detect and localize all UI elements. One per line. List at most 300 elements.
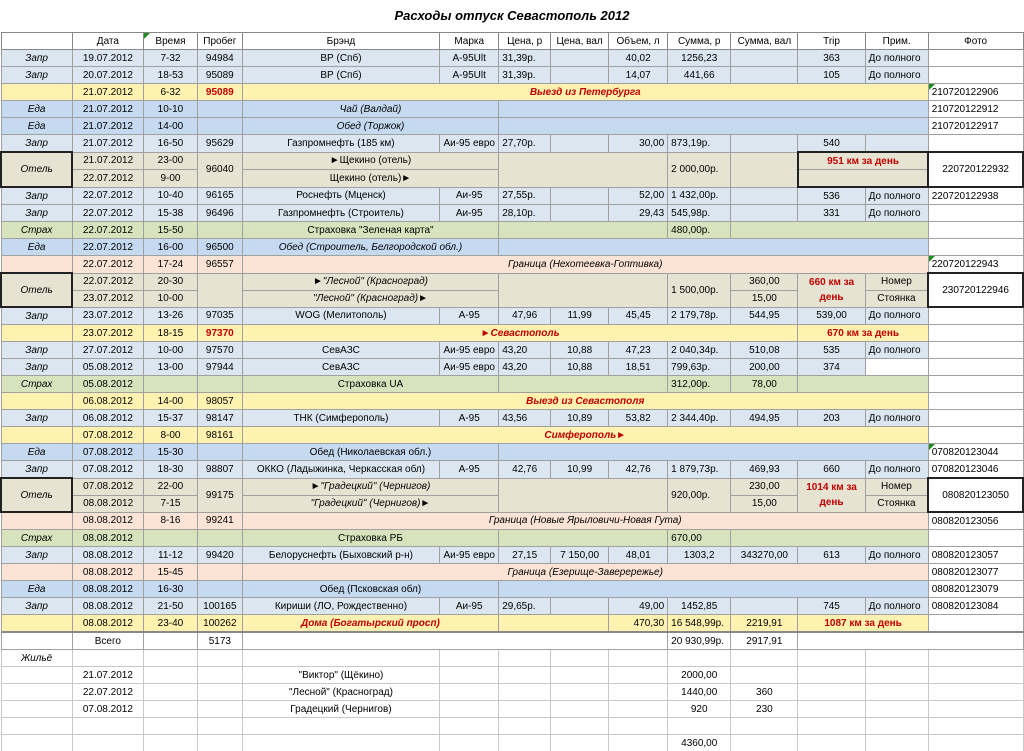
cell-volume[interactable]: 30,00 xyxy=(609,135,668,153)
cell-date[interactable]: 21.07.2012 xyxy=(72,152,143,170)
cell-date[interactable]: 08.08.2012 xyxy=(72,564,143,581)
cell-empty[interactable] xyxy=(731,222,928,239)
cell-time[interactable]: 18-53 xyxy=(144,67,198,84)
cell-cat[interactable] xyxy=(1,393,72,410)
cell-empty[interactable] xyxy=(499,222,668,239)
cell-cat[interactable]: Еда xyxy=(1,239,72,256)
cell-sum-val[interactable]: 544,95 xyxy=(731,307,798,325)
cell-empty[interactable] xyxy=(798,376,928,393)
cell-price[interactable]: 43,56 xyxy=(499,410,551,427)
cell-photo[interactable]: 080820123077 xyxy=(928,564,1023,581)
cell-odo[interactable]: 98147 xyxy=(197,410,242,427)
cell-time[interactable]: 7-15 xyxy=(144,495,198,512)
cell-empty[interactable] xyxy=(499,444,929,461)
cell-date[interactable]: 22.07.2012 xyxy=(72,187,143,205)
cell-cat[interactable]: Запр xyxy=(1,205,72,222)
cell-odo[interactable]: 97370 xyxy=(197,325,242,342)
cell-time[interactable]: 17-24 xyxy=(144,256,198,274)
cell-note[interactable]: До полного xyxy=(865,205,928,222)
cell-odo[interactable] xyxy=(197,273,242,307)
header-trip[interactable]: Trip xyxy=(798,33,865,50)
cell-sum-val[interactable] xyxy=(731,205,798,222)
cell-date[interactable]: 23.07.2012 xyxy=(72,325,143,342)
cell-sum-val[interactable]: 200,00 xyxy=(731,359,798,376)
cell-cat[interactable]: Отель xyxy=(1,273,72,307)
cell-date[interactable]: 22.07.2012 xyxy=(72,170,143,188)
cell-volume[interactable]: 18,51 xyxy=(609,359,668,376)
cell-price-val[interactable] xyxy=(551,67,609,84)
cell-empty[interactable] xyxy=(499,530,668,547)
event-label[interactable]: Симферополь► xyxy=(242,427,928,444)
cell-sum-val[interactable]: 343270,00 xyxy=(731,547,798,564)
day-distance[interactable]: 670 км за день xyxy=(798,325,928,342)
cell-empty[interactable] xyxy=(798,170,928,188)
cell-odo[interactable]: 96165 xyxy=(197,187,242,205)
cell-time[interactable] xyxy=(144,376,198,393)
cell-sum[interactable]: 2 179,78р. xyxy=(668,307,731,325)
cell-sum[interactable]: 545,98р. xyxy=(668,205,731,222)
cell-fuel[interactable]: Аи-95 евро xyxy=(440,547,499,564)
cell-odo[interactable]: 96557 xyxy=(197,256,242,274)
cell-date[interactable]: 06.08.2012 xyxy=(72,410,143,427)
cell-photo[interactable] xyxy=(928,325,1023,342)
cell-note[interactable]: До полного xyxy=(865,547,928,564)
cell-trip[interactable]: 540 xyxy=(798,135,865,153)
cell-cat[interactable]: Запр xyxy=(1,50,72,67)
cell-date[interactable]: 20.07.2012 xyxy=(72,67,143,84)
event-label[interactable]: Дома (Богатырский просп) xyxy=(242,615,499,633)
cell-sum-val[interactable]: 469,93 xyxy=(731,461,798,479)
cell-odo[interactable]: 97035 xyxy=(197,307,242,325)
cell-price-val[interactable] xyxy=(551,135,609,153)
cell-photo[interactable] xyxy=(928,342,1023,359)
cell-note[interactable]: Номер xyxy=(865,478,928,495)
event-label[interactable]: ►Севастополь xyxy=(242,325,798,342)
cell-volume[interactable]: 14,07 xyxy=(609,67,668,84)
cell-sum-val[interactable] xyxy=(731,50,798,67)
cell-cat[interactable]: Еда xyxy=(1,581,72,598)
cell-price-val[interactable] xyxy=(551,50,609,67)
cell-odo[interactable] xyxy=(197,564,242,581)
cell-photo[interactable] xyxy=(928,205,1023,222)
cell-price-val[interactable] xyxy=(551,205,609,222)
event-label[interactable]: Обед (Псковская обл) xyxy=(242,581,499,598)
cell-brand[interactable]: Роснефть (Мценск) xyxy=(242,187,439,205)
cell-empty[interactable] xyxy=(242,632,667,650)
cell-time[interactable]: 16-30 xyxy=(144,581,198,598)
cell-note[interactable]: До полного xyxy=(865,342,928,359)
cell-volume[interactable]: 49,00 xyxy=(609,598,668,615)
header-volume[interactable]: Объем, л xyxy=(609,33,668,50)
cell-brand[interactable]: Страховка UA xyxy=(242,376,499,393)
cell-sum[interactable]: 873,19р. xyxy=(668,135,731,153)
event-label[interactable]: Выезд из Петербурга xyxy=(242,84,928,101)
housing-sum-val[interactable] xyxy=(731,667,798,684)
cell-photo[interactable]: 080820123079 xyxy=(928,581,1023,598)
cell-time[interactable] xyxy=(144,530,198,547)
cell-cat[interactable]: Запр xyxy=(1,598,72,615)
event-label[interactable]: Граница (Нехотеевка-Гоптивка) xyxy=(242,256,928,274)
cell-cat[interactable] xyxy=(1,84,72,101)
cell-sum[interactable]: 2 040,34р. xyxy=(668,342,731,359)
cell-photo[interactable] xyxy=(928,615,1023,633)
cell-price-val[interactable]: 10,89 xyxy=(551,410,609,427)
cell-note[interactable]: Стоянка xyxy=(865,495,928,512)
housing-name[interactable]: "Лесной" (Красноград) xyxy=(242,684,439,701)
cell-photo[interactable]: 220720122938 xyxy=(928,187,1023,205)
cell-volume[interactable]: 42,76 xyxy=(609,461,668,479)
cell-fuel[interactable]: Аи-95 евро xyxy=(440,135,499,153)
cell-photo[interactable]: 220720122943 xyxy=(928,256,1023,274)
housing-sum[interactable]: 1440,00 xyxy=(668,684,731,701)
day-distance[interactable]: 951 км за день xyxy=(798,152,928,170)
cell-photo[interactable] xyxy=(928,393,1023,410)
cell-odo[interactable]: 95089 xyxy=(197,67,242,84)
cell-odo[interactable] xyxy=(197,444,242,461)
cell-cat[interactable]: Еда xyxy=(1,118,72,135)
header-sum-val[interactable]: Сумма, вал xyxy=(731,33,798,50)
cell-fuel[interactable]: А-95 xyxy=(440,461,499,479)
event-label[interactable]: Граница (Новые Ярыловичи-Новая Гута) xyxy=(242,512,928,530)
cell-odo[interactable]: 98161 xyxy=(197,427,242,444)
cell-empty[interactable] xyxy=(144,632,198,650)
cell-date[interactable]: 22.07.2012 xyxy=(72,256,143,274)
cell-date[interactable]: 07.08.2012 xyxy=(72,444,143,461)
cell-date[interactable]: 19.07.2012 xyxy=(72,50,143,67)
header-time[interactable]: Время xyxy=(144,33,198,50)
cell-time[interactable]: 16-00 xyxy=(144,239,198,256)
cell-price[interactable]: 42,76 xyxy=(499,461,551,479)
header-date[interactable]: Дата xyxy=(72,33,143,50)
cell-trip[interactable]: 331 xyxy=(798,205,865,222)
cell-brand[interactable]: Кириши (ЛО, Рождественно) xyxy=(242,598,439,615)
cell-sum-val[interactable] xyxy=(731,152,798,187)
cell-sum-val[interactable] xyxy=(731,135,798,153)
header-cat[interactable] xyxy=(1,33,72,50)
cell-empty[interactable] xyxy=(499,376,668,393)
cell-empty[interactable] xyxy=(798,632,1023,650)
cell-price-val[interactable] xyxy=(551,187,609,205)
cell-date[interactable]: 21.07.2012 xyxy=(72,84,143,101)
cell-time[interactable]: 15-37 xyxy=(144,410,198,427)
housing-sum[interactable]: 920 xyxy=(668,701,731,718)
cell-date[interactable]: 08.08.2012 xyxy=(72,615,143,633)
header-price-val[interactable]: Цена, вал xyxy=(551,33,609,50)
header-note[interactable]: Прим. xyxy=(865,33,928,50)
housing-date[interactable]: 21.07.2012 xyxy=(72,667,143,684)
event-label[interactable]: Обед (Николаевская обл.) xyxy=(242,444,499,461)
cell-time[interactable]: 11-12 xyxy=(144,547,198,564)
cell-time[interactable]: 15-30 xyxy=(144,444,198,461)
cell-sum[interactable]: 480,00р. xyxy=(668,222,731,239)
cell-photo[interactable]: 210720122912 xyxy=(928,101,1023,118)
cell-note[interactable] xyxy=(865,135,928,153)
total-label[interactable]: Всего xyxy=(72,632,143,650)
cell-photo[interactable] xyxy=(928,50,1023,67)
housing-date[interactable]: 22.07.2012 xyxy=(72,684,143,701)
cell-trip[interactable]: 374 xyxy=(798,359,865,376)
cell-photo[interactable] xyxy=(928,427,1023,444)
cell-cat[interactable]: Запр xyxy=(1,67,72,84)
cell-sum-val[interactable]: 360,00 xyxy=(731,273,798,290)
housing-sum-val[interactable]: 360 xyxy=(731,684,798,701)
cell-empty[interactable] xyxy=(499,615,609,633)
cell-brand[interactable]: ВР (Спб) xyxy=(242,67,439,84)
cell-time[interactable]: 22-00 xyxy=(144,478,198,495)
cell-fuel[interactable]: А-95 xyxy=(440,410,499,427)
cell-volume[interactable]: 40,02 xyxy=(609,50,668,67)
cell-photo[interactable] xyxy=(928,239,1023,256)
cell-date[interactable]: 23.07.2012 xyxy=(72,307,143,325)
housing-total[interactable]: 4360,00 xyxy=(668,735,731,751)
cell-brand[interactable]: Газпромнефть (Строитель) xyxy=(242,205,439,222)
cell-time[interactable]: 10-00 xyxy=(144,290,198,307)
cell-empty[interactable] xyxy=(499,478,668,512)
cell-time[interactable]: 8-00 xyxy=(144,427,198,444)
cell-date[interactable]: 22.07.2012 xyxy=(72,205,143,222)
event-label[interactable]: Чай (Валдай) xyxy=(242,101,499,118)
cell-odo[interactable] xyxy=(197,581,242,598)
cell-photo[interactable] xyxy=(928,376,1023,393)
housing-sum[interactable]: 2000,00 xyxy=(668,667,731,684)
cell-volume[interactable]: 53,82 xyxy=(609,410,668,427)
cell-empty[interactable] xyxy=(1,632,72,650)
cell-fuel[interactable]: Аи-95 xyxy=(440,598,499,615)
day-distance[interactable]: 660 км за день xyxy=(798,273,865,307)
cell-date[interactable]: 06.08.2012 xyxy=(72,393,143,410)
cell-time[interactable]: 18-15 xyxy=(144,325,198,342)
cell-fuel[interactable]: А-95Ult xyxy=(440,50,499,67)
cell-sum[interactable]: 16 548,99р. xyxy=(668,615,731,633)
cell-date[interactable]: 07.08.2012 xyxy=(72,478,143,495)
housing-date[interactable]: 07.08.2012 xyxy=(72,701,143,718)
cell-trip[interactable]: 203 xyxy=(798,410,865,427)
cell-photo[interactable] xyxy=(928,222,1023,239)
cell-photo[interactable] xyxy=(928,67,1023,84)
cell-photo[interactable] xyxy=(928,135,1023,153)
cell-sum[interactable]: 920,00р. xyxy=(668,478,731,512)
cell-brand[interactable]: Страховка "Зеленая карта" xyxy=(242,222,499,239)
cell-sum[interactable]: 670,00 xyxy=(668,530,731,547)
cell-odo[interactable]: 95629 xyxy=(197,135,242,153)
cell-sum-val[interactable]: 494,95 xyxy=(731,410,798,427)
total-odo[interactable]: 5173 xyxy=(197,632,242,650)
cell-volume[interactable]: 52,00 xyxy=(609,187,668,205)
cell-brand[interactable]: ►"Лесной" (Красноград) xyxy=(242,273,499,290)
day-distance[interactable]: 1087 км за день xyxy=(798,615,928,633)
cell-date[interactable]: 08.08.2012 xyxy=(72,495,143,512)
cell-volume[interactable]: 47,23 xyxy=(609,342,668,359)
cell-sum[interactable]: 2 000,00р. xyxy=(668,152,731,187)
cell-trip[interactable]: 660 xyxy=(798,461,865,479)
cell-sum-val[interactable] xyxy=(731,598,798,615)
cell-price[interactable]: 43,20 xyxy=(499,342,551,359)
cell-trip[interactable]: 535 xyxy=(798,342,865,359)
cell-time[interactable]: 10-10 xyxy=(144,101,198,118)
housing-sum-val[interactable]: 230 xyxy=(731,701,798,718)
cell-note[interactable]: До полного xyxy=(865,50,928,67)
cell-note[interactable]: Стоянка xyxy=(865,290,928,307)
cell-cat[interactable]: Запр xyxy=(1,187,72,205)
cell-date[interactable]: 23.07.2012 xyxy=(72,290,143,307)
cell-date[interactable]: 07.08.2012 xyxy=(72,427,143,444)
housing-name[interactable]: "Виктор" (Щёкино) xyxy=(242,667,439,684)
cell-sum-val[interactable]: 510,08 xyxy=(731,342,798,359)
event-label[interactable]: Граница (Езерище-Заверережье) xyxy=(242,564,928,581)
cell-note[interactable]: До полного xyxy=(865,598,928,615)
cell-odo[interactable]: 98057 xyxy=(197,393,242,410)
cell-cat[interactable]: Отель xyxy=(1,152,72,187)
total-sum[interactable]: 20 930,99р. xyxy=(668,632,731,650)
cell-time[interactable]: 10-00 xyxy=(144,342,198,359)
cell-note[interactable]: До полного xyxy=(865,307,928,325)
cell-time[interactable]: 23-40 xyxy=(144,615,198,633)
cell-date[interactable]: 21.07.2012 xyxy=(72,135,143,153)
housing-name[interactable]: Градецкий (Чернигов) xyxy=(242,701,439,718)
cell-trip[interactable]: 105 xyxy=(798,67,865,84)
cell-photo[interactable]: 070820123046 xyxy=(928,461,1023,479)
cell-time[interactable]: 13-00 xyxy=(144,359,198,376)
cell-brand[interactable]: СевАЗС xyxy=(242,359,439,376)
cell-cat[interactable]: Запр xyxy=(1,359,72,376)
cell-odo[interactable]: 99241 xyxy=(197,512,242,530)
cell-fuel[interactable]: А-95 xyxy=(440,307,499,325)
cell-price[interactable]: 27,55р. xyxy=(499,187,551,205)
cell-sum-val[interactable]: 15,00 xyxy=(731,290,798,307)
cell-odo[interactable]: 97944 xyxy=(197,359,242,376)
cell-cat[interactable]: Еда xyxy=(1,444,72,461)
cell-sum[interactable]: 1256,23 xyxy=(668,50,731,67)
cell-brand[interactable]: "Градецкий" (Чернигов)► xyxy=(242,495,499,512)
cell-time[interactable]: 9-00 xyxy=(144,170,198,188)
cell-cat[interactable] xyxy=(1,256,72,274)
cell-date[interactable]: 08.08.2012 xyxy=(72,530,143,547)
cell-fuel[interactable]: Аи-95 xyxy=(440,205,499,222)
cell-volume[interactable]: 470,30 xyxy=(609,615,668,633)
cell-price-val[interactable]: 11,99 xyxy=(551,307,609,325)
event-label[interactable]: Обед (Торжок) xyxy=(242,118,499,135)
cell-time[interactable]: 14-00 xyxy=(144,393,198,410)
cell-odo[interactable]: 98807 xyxy=(197,461,242,479)
cell-cat[interactable]: Запр xyxy=(1,135,72,153)
cell-time[interactable]: 14-00 xyxy=(144,118,198,135)
cell-price[interactable]: 31,39р. xyxy=(499,50,551,67)
cell-brand[interactable]: Страховка РБ xyxy=(242,530,499,547)
cell-photo[interactable]: 220720122932 xyxy=(928,152,1023,187)
cell-odo[interactable]: 96500 xyxy=(197,239,242,256)
cell-price-val[interactable]: 10,88 xyxy=(551,342,609,359)
cell-odo[interactable]: 95089 xyxy=(197,84,242,101)
cell-empty[interactable] xyxy=(499,273,668,307)
cell-fuel[interactable]: Аи-95 xyxy=(440,187,499,205)
cell-time[interactable]: 15-38 xyxy=(144,205,198,222)
cell-date[interactable]: 21.07.2012 xyxy=(72,101,143,118)
cell-time[interactable]: 6-32 xyxy=(144,84,198,101)
cell-brand[interactable]: ОККО (Ладыжинка, Черкасская обл) xyxy=(242,461,439,479)
cell-trip[interactable]: 745 xyxy=(798,598,865,615)
cell-odo[interactable] xyxy=(197,118,242,135)
cell-date[interactable]: 22.07.2012 xyxy=(72,222,143,239)
cell-cat[interactable] xyxy=(1,427,72,444)
cell-sum[interactable]: 1452,85 xyxy=(668,598,731,615)
cell-brand[interactable]: Газпромнефть (185 км) xyxy=(242,135,439,153)
cell-cat[interactable]: Запр xyxy=(1,307,72,325)
cell-price[interactable]: 47,96 xyxy=(499,307,551,325)
cell-date[interactable]: 21.07.2012 xyxy=(72,118,143,135)
cell-fuel[interactable]: А-95Ult xyxy=(440,67,499,84)
cell-brand[interactable]: "Лесной" (Красноград)► xyxy=(242,290,499,307)
cell-note[interactable]: До полного xyxy=(865,461,928,479)
header-sum[interactable]: Сумма, р xyxy=(668,33,731,50)
cell-odo[interactable]: 96496 xyxy=(197,205,242,222)
cell-empty[interactable] xyxy=(499,152,668,187)
cell-note[interactable]: До полного xyxy=(865,67,928,84)
cell-note[interactable]: До полного xyxy=(865,410,928,427)
cell-cat[interactable] xyxy=(1,615,72,633)
cell-empty[interactable] xyxy=(499,101,929,118)
day-distance[interactable]: 1014 км за день xyxy=(798,478,865,512)
cell-price[interactable]: 29,65р. xyxy=(499,598,551,615)
cell-time[interactable]: 15-50 xyxy=(144,222,198,239)
cell-empty[interactable] xyxy=(499,581,929,598)
cell-sum-val[interactable] xyxy=(731,67,798,84)
cell-date[interactable]: 08.08.2012 xyxy=(72,512,143,530)
cell-photo[interactable]: 230720122946 xyxy=(928,273,1023,307)
cell-note[interactable]: Номер xyxy=(865,273,928,290)
cell-price[interactable]: 27,70р. xyxy=(499,135,551,153)
cell-cat[interactable]: Страх xyxy=(1,376,72,393)
cell-date[interactable]: 22.07.2012 xyxy=(72,273,143,290)
cell-photo[interactable] xyxy=(928,410,1023,427)
cell-trip[interactable]: 536 xyxy=(798,187,865,205)
cell-cat[interactable]: Запр xyxy=(1,410,72,427)
header-price[interactable]: Цена, р xyxy=(499,33,551,50)
cell-brand[interactable]: Щекино (отель)► xyxy=(242,170,499,188)
cell-cat[interactable] xyxy=(1,325,72,342)
cell-date[interactable]: 05.08.2012 xyxy=(72,376,143,393)
cell-odo[interactable]: 100262 xyxy=(197,615,242,633)
cell-sum[interactable]: 441,66 xyxy=(668,67,731,84)
event-label[interactable]: Обед (Строитель, Белгородской обл.) xyxy=(242,239,499,256)
header-odo[interactable]: Пробег xyxy=(197,33,242,50)
cell-odo[interactable] xyxy=(197,376,242,393)
cell-time[interactable]: 23-00 xyxy=(144,152,198,170)
cell-time[interactable]: 18-30 xyxy=(144,461,198,479)
cell-volume[interactable]: 48,01 xyxy=(609,547,668,564)
cell-volume[interactable]: 45,45 xyxy=(609,307,668,325)
cell-price[interactable]: 28,10р. xyxy=(499,205,551,222)
cell-sum[interactable]: 1 879,73р. xyxy=(668,461,731,479)
cell-brand[interactable]: ►Щекино (отель) xyxy=(242,152,499,170)
cell-date[interactable]: 05.08.2012 xyxy=(72,359,143,376)
header-photo[interactable]: Фото xyxy=(928,33,1023,50)
cell-photo[interactable]: 210720122906 xyxy=(928,84,1023,101)
cell-photo[interactable] xyxy=(928,307,1023,325)
cell-sum[interactable]: 312,00р. xyxy=(668,376,731,393)
cell-sum[interactable]: 1 432,00р. xyxy=(668,187,731,205)
cell-odo[interactable]: 97570 xyxy=(197,342,242,359)
cell-fuel[interactable]: Аи-95 евро xyxy=(440,359,499,376)
cell-brand[interactable]: ТНК (Симферополь) xyxy=(242,410,439,427)
cell-price[interactable]: 27,15 xyxy=(499,547,551,564)
cell-odo[interactable]: 99175 xyxy=(197,478,242,512)
cell-time[interactable]: 21-50 xyxy=(144,598,198,615)
cell-date[interactable]: 22.07.2012 xyxy=(72,239,143,256)
cell-photo[interactable]: 080820123056 xyxy=(928,512,1023,530)
cell-photo[interactable] xyxy=(928,530,1023,547)
cell-brand[interactable]: СевАЗС xyxy=(242,342,439,359)
cell-photo[interactable]: 080820123057 xyxy=(928,547,1023,564)
